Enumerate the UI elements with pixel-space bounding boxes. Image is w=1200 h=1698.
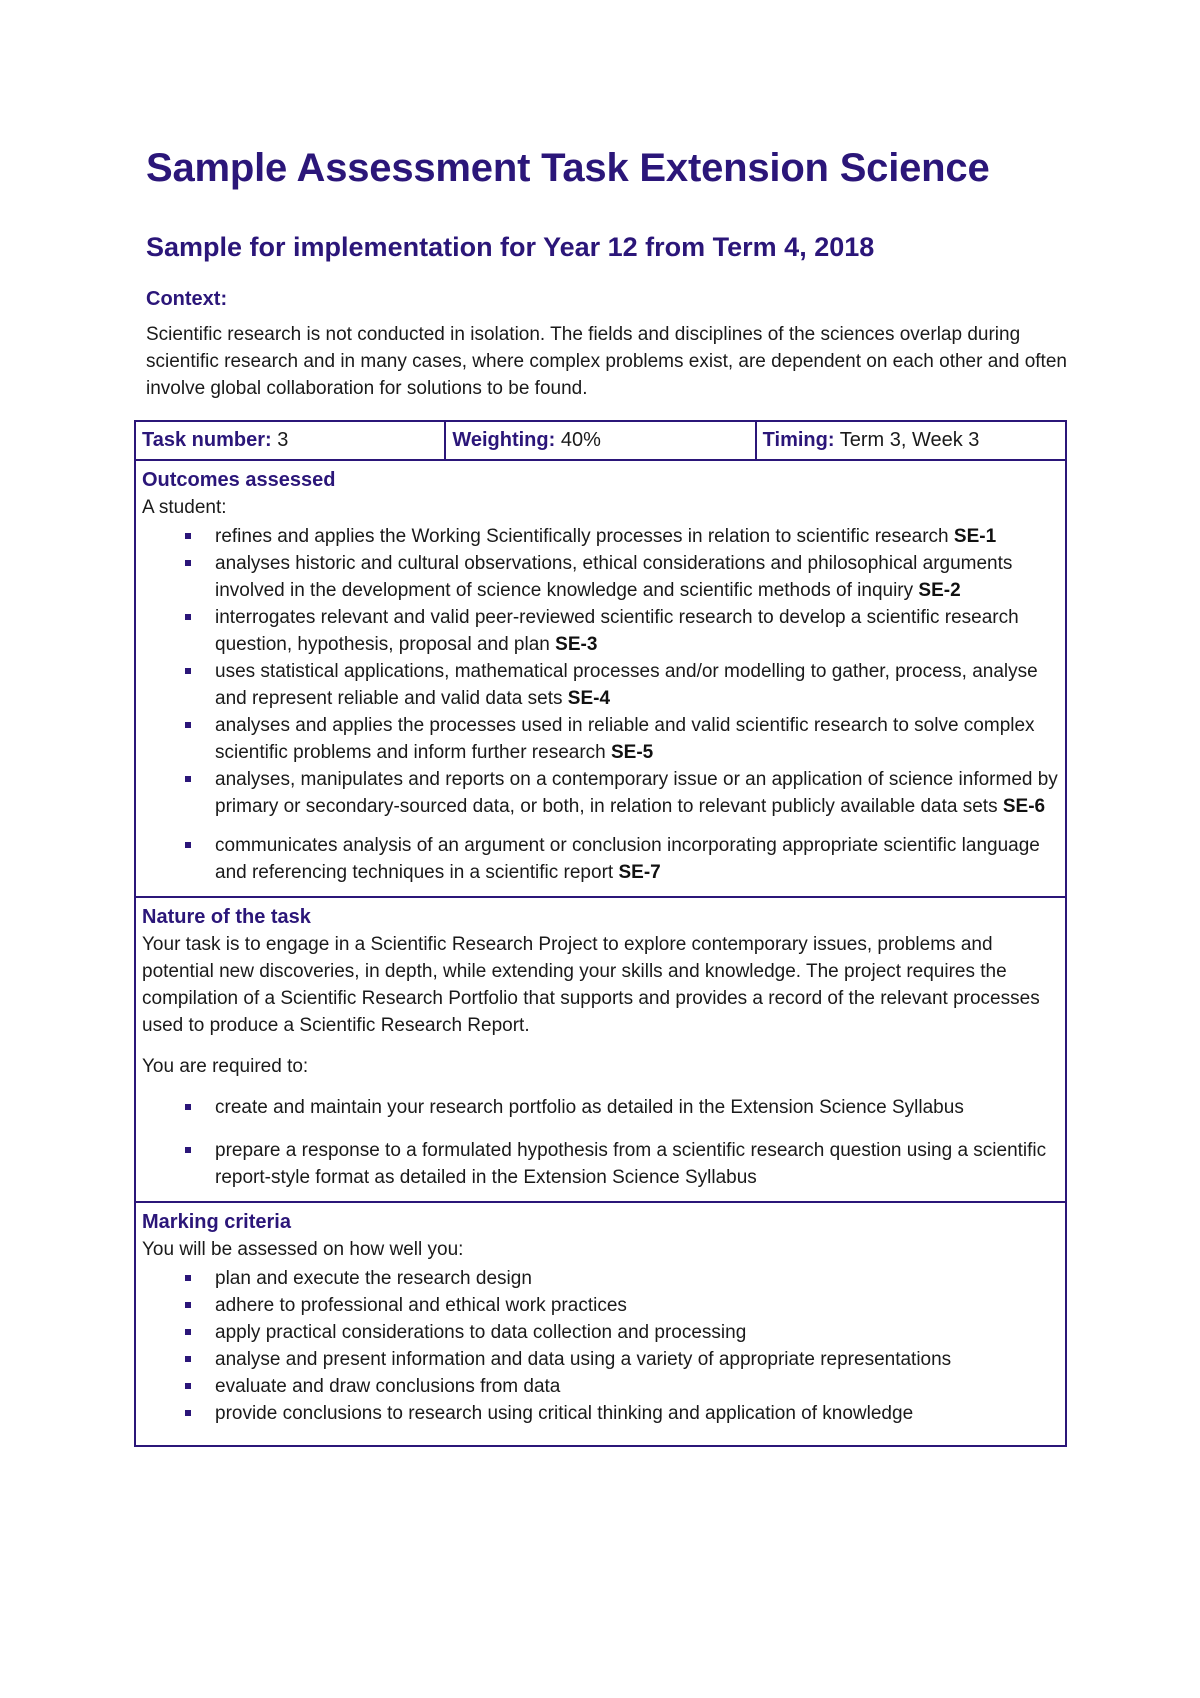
list-item: prepare a response to a formulated hypothesis from a scientific research question using a scientific report-style format as detailed in the Extension Science Syllabus (142, 1137, 1059, 1191)
list-item: create and maintain your research portfolio as detailed in the Extension Science Syllabus (142, 1094, 1059, 1121)
marking-intro: You will be assessed on how well you: (142, 1239, 464, 1260)
marking-heading: Marking criteria (142, 1211, 291, 1233)
document-title: Sample Assessment Task Extension Science (146, 146, 990, 190)
list-item: adhere to professional and ethical work practices (142, 1292, 1059, 1319)
outcome-code: SE-3 (555, 634, 598, 655)
marking-list (142, 1265, 1059, 1427)
outcomes-intro: A student: (142, 497, 227, 518)
task-number-cell (136, 422, 446, 459)
outcomes-heading: Outcomes assessed (142, 469, 336, 491)
outcome-code: SE-2 (918, 580, 961, 601)
list-item: provide conclusions to research using critical thinking and application of knowledge (142, 1400, 1059, 1427)
outcome-code: SE-1 (953, 526, 997, 547)
outcome-code: SE-6 (1002, 796, 1046, 817)
task-number-label: Task number: (142, 429, 272, 451)
outcome-text: refines and applies the Working Scientifically processes in relation to scientific research (215, 526, 949, 547)
nature-heading: Nature of the task (142, 906, 311, 928)
context-text: Scientific research is not conducted in isolation. The fields and disciplines of the sciences overlap during scientific research and in many cases, where complex problems exist, are dependent on each other and often involve global collaboration for solutions to be found. (146, 324, 1067, 399)
outcome-text: communicates analysis of an argument or conclusion incorporating appropriate scientific language and referencing techniques in a scientific report (215, 835, 1040, 883)
task-table (134, 420, 1067, 1447)
task-number-value: 3 (277, 429, 289, 451)
timing-cell (757, 422, 1065, 459)
outcome-text: analyses historic and cultural observations, ethical considerations and philosophical arguments involved in the development of science knowledge and scientific methods of inquiry (215, 553, 1013, 601)
list-item (142, 658, 1059, 712)
list-item (142, 523, 1059, 550)
required-list (142, 1094, 1059, 1191)
list-item (142, 712, 1059, 766)
timing-value: Term 3, Week 3 (839, 429, 980, 451)
list-item: plan and execute the research design (142, 1265, 1059, 1292)
weighting-value: 40% (560, 429, 601, 451)
marking-section (136, 1203, 1065, 1445)
outcome-text: interrogates relevant and valid peer-reviewed scientific research to develop a scientific research question, hypothesis, proposal and plan (215, 607, 1019, 655)
list-item (142, 604, 1059, 658)
nature-section (136, 898, 1065, 1203)
weighting-label: Weighting: (452, 429, 556, 451)
list-item (142, 832, 1059, 886)
list-item: analyse and present information and data using a variety of appropriate representations (142, 1346, 1059, 1373)
list-item: evaluate and draw conclusions from data (142, 1373, 1059, 1400)
timing-label: Timing: (762, 429, 835, 451)
task-meta-row (136, 422, 1065, 461)
list-item (142, 766, 1059, 820)
nature-paragraph: Your task is to engage in a Scientific Research Project to explore contemporary issues, problems and potential new discoveries, in depth, while extending your skills and knowledge. The project requires the compilation of a Scientific Research Portfolio that supports and provides a record of the relevant processes used to produce a Scientific Research Report. (142, 934, 1040, 1036)
outcome-text: analyses, manipulates and reports on a contemporary issue or an application of science informed by primary or secondary-sourced data, or both, in relation to relevant publicly available data sets (215, 769, 1058, 817)
weighting-cell (446, 422, 756, 459)
outcome-text: uses statistical applications, mathematical processes and/or modelling to gather, process, analyse and represent reliable and valid data sets (215, 661, 1038, 709)
context-label: Context: (146, 288, 228, 310)
outcomes-section (136, 461, 1065, 898)
outcomes-list (142, 523, 1059, 886)
list-item (142, 550, 1059, 604)
document-subtitle: Sample for implementation for Year 12 from Term 4, 2018 (146, 232, 875, 262)
outcome-code: SE-5 (611, 742, 654, 763)
outcome-code: SE-7 (618, 862, 661, 883)
required-intro: You are required to: (142, 1056, 309, 1077)
list-item: apply practical considerations to data collection and processing (142, 1319, 1059, 1346)
outcome-code: SE-4 (567, 688, 611, 709)
outcome-text: analyses and applies the processes used in reliable and valid scientific research to solve complex scientific problems and inform further research (215, 715, 1035, 763)
